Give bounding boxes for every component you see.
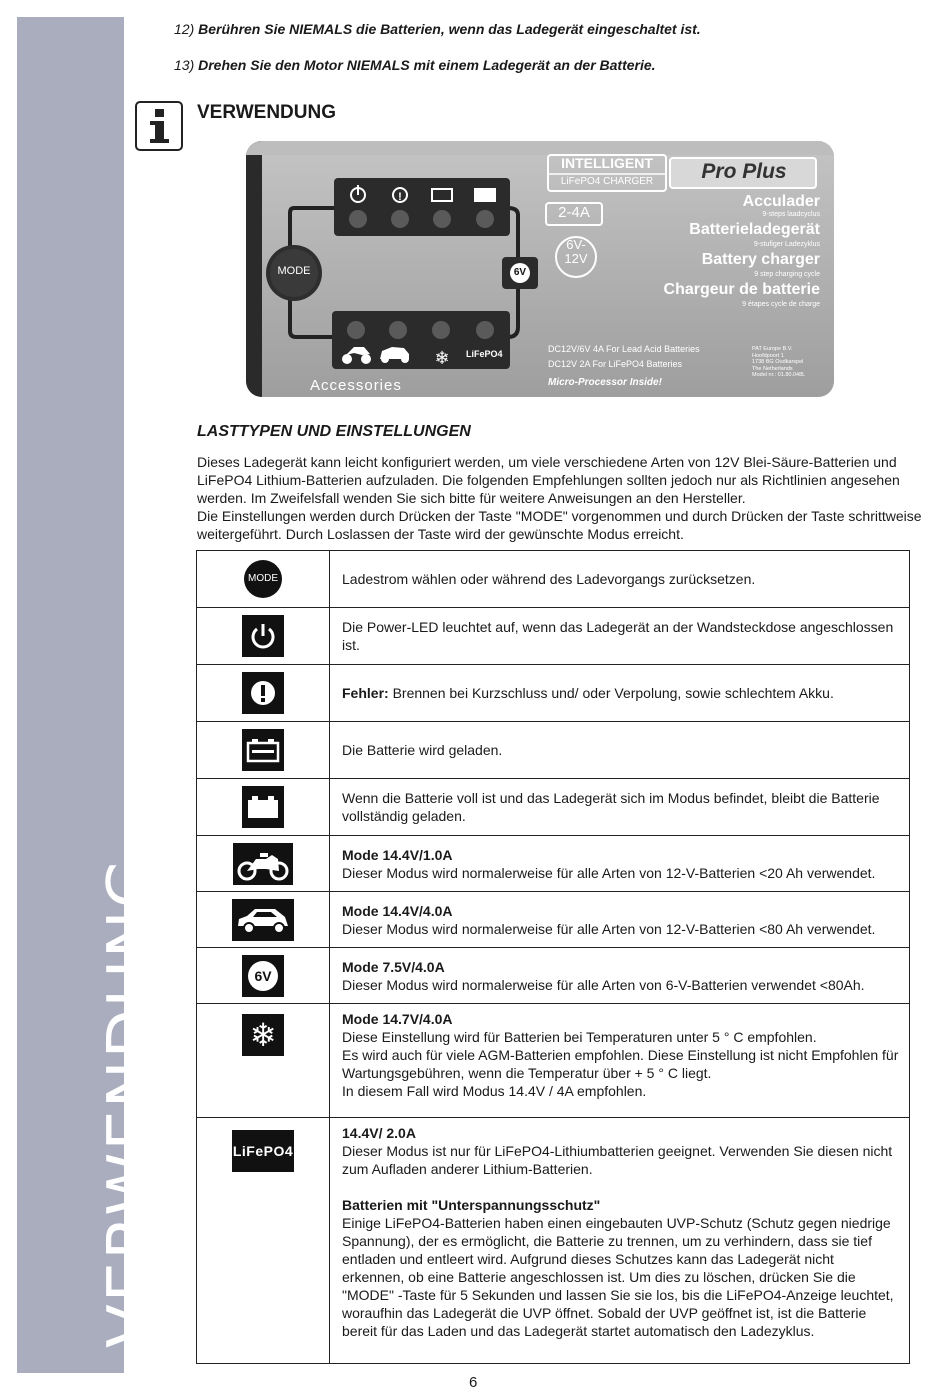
row-body-2: Einige LiFePO4-Batterien haben einen eingebauten UVP-Schutz (Schutz gegen niedrige Spannung), der es ermöglicht, die Batterie zu trennen, um zu verhindern, dass sie tief entladen und entleert wird. Aufgrund dieses Schutzes kann das Ladegerät nicht erkennen, ob eine Batterie angeschlossen ist. Um dies zu löschen, drücken Sie die "MODE" -Taste für 5 Sekunden und lassen Sie sie los, bis die LiFePO4-Anzeige leuchtet, woraufhin das Ladegerät die UVP öffnet. Sobald der UVP geöffnet ist, ist die Batterie bereit für das Laden und das Ladegerät startet automatisch den Ladezyklus. — [342, 1215, 894, 1339]
svg-text:❄: ❄ — [434, 348, 450, 369]
name-nl: Acculader — [742, 193, 820, 210]
table-row — [197, 1118, 910, 1364]
car-icon — [232, 899, 294, 941]
table-row — [197, 551, 910, 608]
sub-fr: 9 étapes cycle de charge — [742, 301, 820, 308]
name-en: Battery charger — [701, 251, 820, 268]
svg-text:!: ! — [398, 191, 402, 203]
sub-nl: 9-steps laadcyclus — [762, 211, 820, 218]
row-bold: Mode 14.4V/4.0A — [342, 902, 453, 919]
row-body: Dieser Modus wird normalerweise für alle Arten von 6-V-Batterien verwendet <80Ah. — [342, 976, 865, 993]
row-bold: Mode 14.4V/1.0A — [342, 846, 453, 863]
company-line: Model nr.: 01.80.048L — [752, 372, 806, 378]
row-body: Dieser Modus ist nur für LiFePO4-Lithiumbatterien geeignet. Verwenden Sie diesen nicht zum Aufladen anderer Lithium-Batterien. — [342, 1143, 893, 1177]
sub-en: 9 step charging cycle — [754, 271, 820, 278]
row-bold: 14.4V/ 2.0A — [342, 1125, 416, 1141]
warning-13: 13) Drehen Sie den Motor NIEMALS mit einem Ladegerät an der Batterie. — [174, 57, 656, 73]
six-v-label: 6V — [513, 267, 527, 278]
spacer — [342, 1178, 899, 1196]
row-text: Die Batterie wird geladen. — [330, 722, 910, 779]
modes-table — [196, 550, 910, 1364]
voltage-label: 6V- 12V — [564, 237, 588, 266]
row-text — [330, 836, 910, 892]
row-bold: Fehler: — [342, 685, 389, 701]
row-body: Dieser Modus wird normalerweise für alle Arten von 12-V-Batterien <20 Ah verwendet. — [342, 864, 876, 881]
battery-charging-icon — [242, 729, 284, 771]
info-icon — [135, 101, 183, 151]
motorcycle-icon — [233, 843, 293, 885]
table-row — [197, 1004, 910, 1118]
row-bold: Mode 14.7V/4.0A — [342, 1011, 453, 1027]
warning-12: 12) Berühren Sie NIEMALS die Batterien, wenn das Ladegerät eingeschaltet ist. — [174, 21, 701, 37]
company-line: Hoofdpoort 1 — [752, 352, 784, 359]
row-text — [330, 948, 910, 1004]
brand-logo: Pro Plus — [701, 160, 787, 183]
spec-lifepo4: DC12V 2A For LiFePO4 Batteries — [548, 359, 683, 369]
badge-intelligent: INTELLIGENT — [561, 155, 653, 171]
row-body-line: Es wird auch für viele AGM-Batterien empfohlen. Diese Einstellung ist nicht Empfohlen für Wartungsgebühren, wenn die Temperatur über + 5 ° C liegt. — [342, 1047, 899, 1081]
row-bold: Mode 7.5V/4.0A — [342, 958, 445, 975]
badge-lifepo4-charger: LiFePO4 CHARGER — [560, 176, 654, 187]
charger-panel — [246, 141, 834, 397]
panel-lifepo4-label: LiFePO4 — [466, 349, 503, 359]
power-icon — [242, 615, 284, 657]
company-line: 1738 BG Oudkarspel — [752, 359, 804, 365]
table-row — [197, 608, 910, 665]
company-line: The Netherlands — [752, 365, 793, 372]
row-text — [330, 892, 910, 948]
6v-icon-label: 6V — [248, 961, 278, 991]
sub-de: 9-stufiger Ladezyklus — [753, 241, 820, 248]
spec-lead-acid: DC12V/6V 4A For Lead Acid Batteries — [548, 344, 700, 354]
row-text — [330, 1118, 910, 1364]
lifepo4-icon: LiFePO4 — [232, 1130, 294, 1172]
product-names — [664, 193, 820, 309]
mode-button: MODE — [277, 265, 311, 277]
table-row — [197, 722, 910, 779]
name-de: Batterieladegerät — [689, 221, 820, 238]
row-text — [330, 665, 910, 722]
row-text — [330, 1004, 910, 1118]
table-row — [197, 665, 910, 722]
section-title: VERWENDUNG — [197, 102, 336, 123]
row-body: Brennen bei Kurzschluss und/ oder Verpolung, sowie schlechtem Akku. — [388, 685, 834, 701]
intro-paragraph-1: Dieses Ladegerät kann leicht konfiguriert werden, um viele verschiedene Arten von 12V Blei-Säure-Batterien und LiFePO4 Lithium-Batterien aufzuladen. Die folgenden Empfehlungen sollten jedoch nur als Richtlinien angesehen werden. Im Zweifelsfall wenden Sie sich bitte für weitere Anweisungen an den Hersteller. — [197, 454, 900, 506]
table-row — [197, 892, 910, 948]
row-body-line: In diesem Fall wird Modus 14.4V / 4A empfohlen. — [342, 1083, 647, 1099]
intro-paragraph-2: Die Einstellungen werden durch Drücken der Taste "MODE" vorgenommen und durch Drücken der Taste schrittweise weitergeführt. Durch Loslassen der Taste wird der gewünschte Modus erreicht. — [197, 508, 922, 542]
subsection-title: LASTTYPEN UND EINSTELLUNGEN — [197, 423, 471, 440]
row-body-line: Diese Einstellung wird für Batterien bei Temperaturen unter 5 ° C empfohlen. — [342, 1029, 817, 1045]
page-number: 6 — [469, 1374, 478, 1391]
sidebar-title: VERWENDUNG — [95, 856, 169, 1348]
table-row — [197, 779, 910, 836]
table-row — [197, 948, 910, 1004]
intro-text — [197, 453, 927, 543]
row-text: Ladestrom wählen oder während des Ladevorgangs zurücksetzen. — [330, 551, 910, 608]
row-text: Die Power-LED leuchtet auf, wenn das Ladegerät an der Wandsteckdose angeschlossen ist. — [330, 608, 910, 665]
error-icon — [242, 672, 284, 714]
company-info — [752, 346, 805, 379]
name-fr: Chargeur de batterie — [663, 281, 820, 298]
company-line: PAT Europe B.V. — [752, 346, 793, 352]
battery-full-icon — [242, 786, 284, 828]
6v-icon — [242, 955, 284, 997]
mode-icon: MODE — [244, 560, 282, 598]
table-row — [197, 836, 910, 892]
row-bold-2: Batterien mit "Unterspannungsschutz" — [342, 1197, 601, 1213]
row-body: Dieser Modus wird normalerweise für alle Arten von 12-V-Batterien <80 Ah verwendet. — [342, 920, 876, 937]
current-label: 2-4A — [558, 204, 590, 221]
row-text: Wenn die Batterie voll ist und das Ladegerät sich im Modus befindet, bleibt die Batterie vollständig geladen. — [330, 779, 910, 836]
micro-processor-label: Micro-Processor Inside! — [548, 377, 662, 388]
snowflake-icon: ❄ — [242, 1014, 284, 1056]
accessories-label: Accessories — [310, 377, 402, 394]
